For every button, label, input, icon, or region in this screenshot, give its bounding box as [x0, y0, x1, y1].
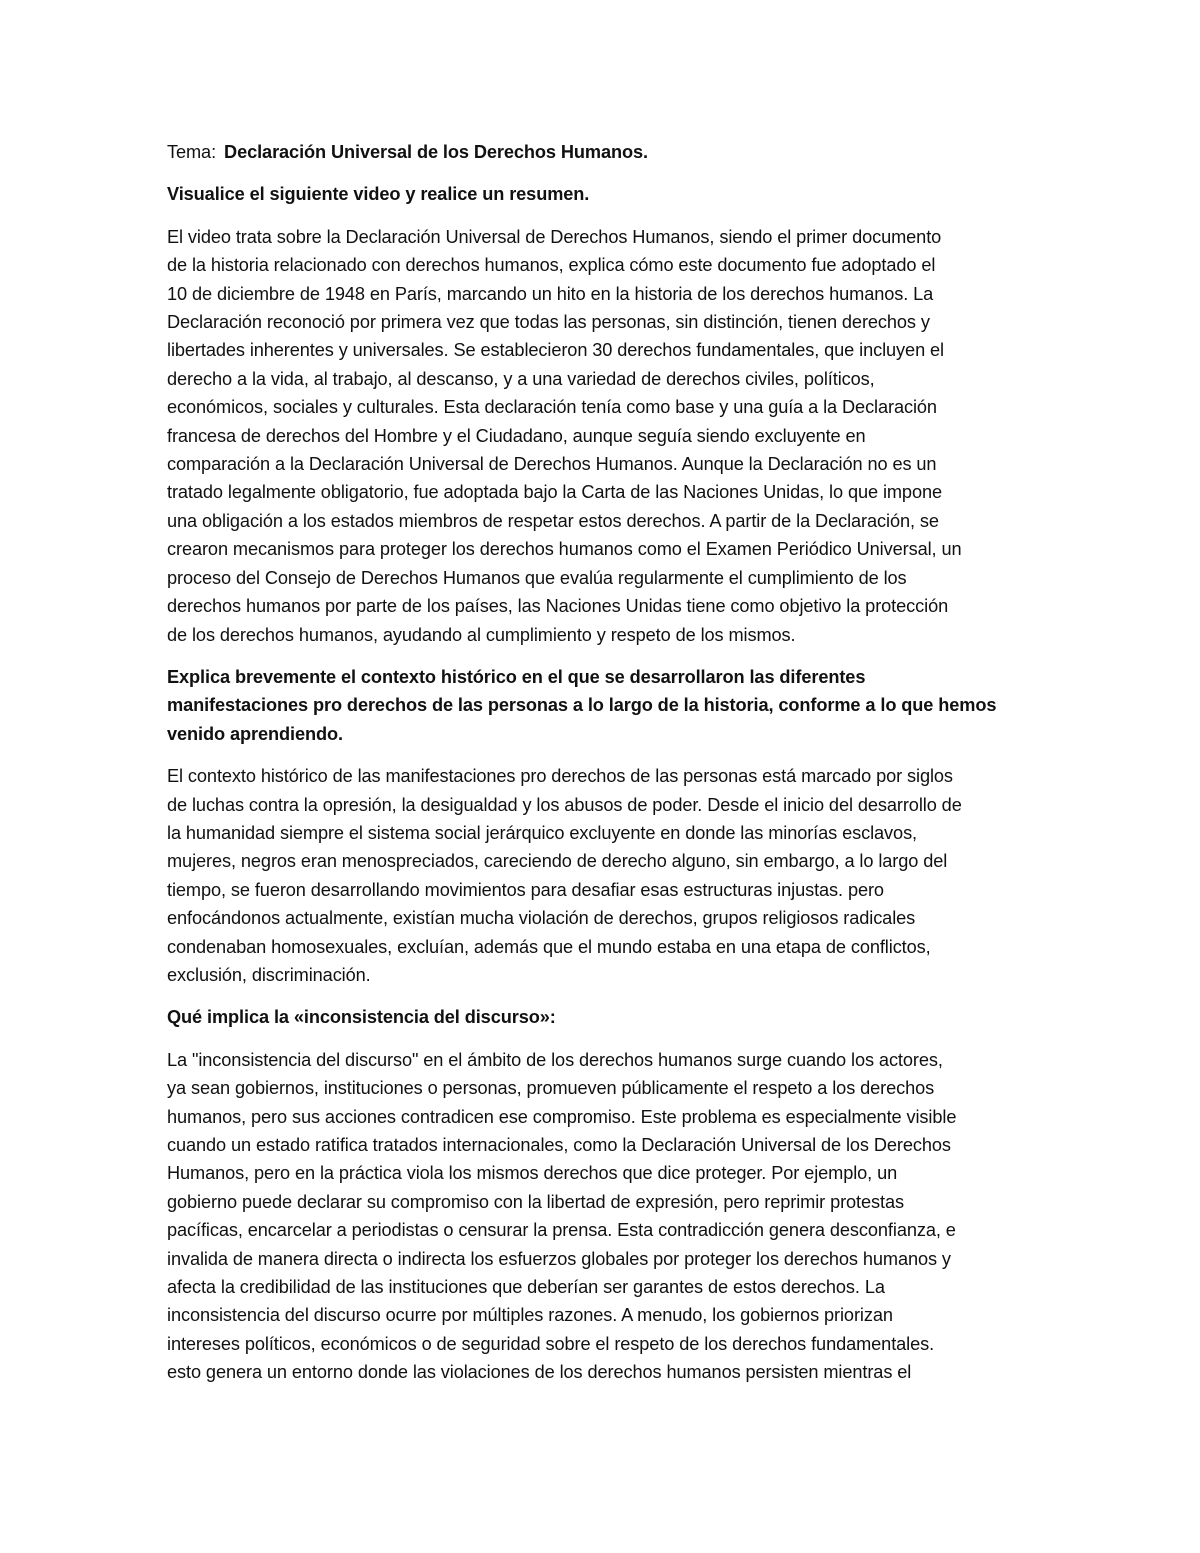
- body-line: mujeres, negros eran menospreciados, careciendo de derecho alguno, sin embargo, a lo largo del: [167, 851, 948, 872]
- document-page: [167, 138, 1039, 1387]
- body-line: ya sean gobiernos, instituciones o personas, promueven públicamente el respeto a los derechos: [167, 1078, 935, 1099]
- body-line: Humanos, pero en la práctica viola los mismos derechos que dice proteger. Por ejemplo, un: [167, 1163, 898, 1184]
- body-line: humanos, pero sus acciones contradicen ese compromiso. Este problema es especialmente visible: [167, 1106, 957, 1127]
- body-line: comparación a la Declaración Universal de Derechos Humanos. Aunque la Declaración no es un: [167, 454, 937, 475]
- body-line: la humanidad siempre el sistema social jerárquico excluyente en donde las minorías esclavos,: [167, 822, 918, 843]
- section-1-body: [167, 223, 1039, 649]
- body-line: enfocándonos actualmente, existían mucha violación de derechos, grupos religiosos radicales: [167, 908, 916, 929]
- body-line: de luchas contra la opresión, la desigualdad y los abusos de poder. Desde el inicio del desarrollo de: [167, 794, 962, 815]
- body-line: tratado legalmente obligatorio, fue adoptada bajo la Carta de las Naciones Unidas, lo que impone: [167, 482, 942, 503]
- body-line: afecta la credibilidad de las instituciones que deberían ser garantes de estos derechos. La: [167, 1277, 885, 1298]
- section-2-body: [167, 762, 1039, 989]
- body-line: crearon mecanismos para proteger los derechos humanos como el Examen Periódico Universal, un: [167, 539, 962, 560]
- body-line: libertades inherentes y universales. Se establecieron 30 derechos fundamentales, que incluyen el: [167, 340, 944, 361]
- body-line: proceso del Consejo de Derechos Humanos que evalúa regularmente el cumplimiento de los: [167, 567, 907, 588]
- body-line: cuando un estado ratifica tratados internacionales, como la Declaración Universal de los Derechos: [167, 1135, 951, 1155]
- body-line: derechos humanos por parte de los países, las Naciones Unidas tiene como objetivo la protección: [167, 596, 949, 617]
- body-line: invalida de manera directa o indirecta los esfuerzos globales por proteger los derechos humanos y: [167, 1248, 951, 1269]
- body-line: exclusión, discriminación.: [167, 964, 371, 985]
- section-1-heading: Visualice el siguiente video y realice un resumen.: [167, 184, 590, 205]
- body-line: de la historia relacionado con derechos humanos, explica cómo este documento fue adoptado el: [167, 255, 936, 276]
- body-line: esto genera un entorno donde las violaciones de los derechos humanos persisten mientras el: [167, 1362, 912, 1383]
- body-line: La "inconsistencia del discurso" en el ámbito de los derechos humanos surge cuando los actores,: [167, 1049, 943, 1070]
- body-line: económicos, sociales y culturales. Esta declaración tenía como base y una guía a la Declaración: [167, 397, 937, 418]
- body-line: gobierno puede declarar su compromiso con la libertad de expresión, pero reprimir protestas: [167, 1191, 904, 1212]
- body-line: inconsistencia del discurso ocurre por múltiples razones. A menudo, los gobiernos priorizan: [167, 1305, 893, 1326]
- body-line: condenaban homosexuales, excluían, además que el mundo estaba en una etapa de conflictos,: [167, 936, 931, 957]
- body-line: francesa de derechos del Hombre y el Ciudadano, aunque seguía siendo excluyente en: [167, 425, 866, 446]
- heading-line: venido aprendiendo.: [167, 723, 343, 744]
- topic-line: [167, 138, 1039, 166]
- body-line: derecho a la vida, al trabajo, al descanso, y a una variedad de derechos civiles, políticos,: [167, 368, 875, 389]
- heading-line: Explica brevemente el contexto histórico en el que se desarrollaron las diferentes: [167, 666, 866, 687]
- heading-line: manifestaciones pro derechos de las personas a lo largo de la historia, conforme a lo que hemos: [167, 695, 997, 716]
- section-2-heading: [167, 663, 1039, 748]
- body-line: Declaración reconoció por primera vez que todas las personas, sin distinción, tienen derechos y: [167, 312, 930, 333]
- topic-title: Declaración Universal de los Derechos Humanos.: [224, 142, 649, 162]
- body-line: una obligación a los estados miembros de respetar estos derechos. A partir de la Declaración, se: [167, 510, 939, 531]
- body-line: El video trata sobre la Declaración Universal de Derechos Humanos, siendo el primer documento: [167, 226, 942, 247]
- body-line: intereses políticos, económicos o de seguridad sobre el respeto de los derechos fundamentales.: [167, 1333, 935, 1354]
- section-3-body: [167, 1046, 1039, 1387]
- body-line: El contexto histórico de las manifestaciones pro derechos de las personas está marcado por siglos: [167, 766, 953, 787]
- body-line: de los derechos humanos, ayudando al cumplimiento y respeto de los mismos.: [167, 624, 796, 645]
- body-line: tiempo, se fueron desarrollando movimientos para desafiar esas estructuras injustas. pero: [167, 879, 884, 900]
- section-3-heading: Qué implica la «inconsistencia del discurso»:: [167, 1007, 556, 1028]
- topic-label: Tema:: [167, 142, 217, 162]
- body-line: 10 de diciembre de 1948 en París, marcando un hito en la historia de los derechos humanos. La: [167, 283, 934, 304]
- body-line: pacíficas, encarcelar a periodistas o censurar la prensa. Esta contradicción genera desconfianza, e: [167, 1220, 956, 1241]
